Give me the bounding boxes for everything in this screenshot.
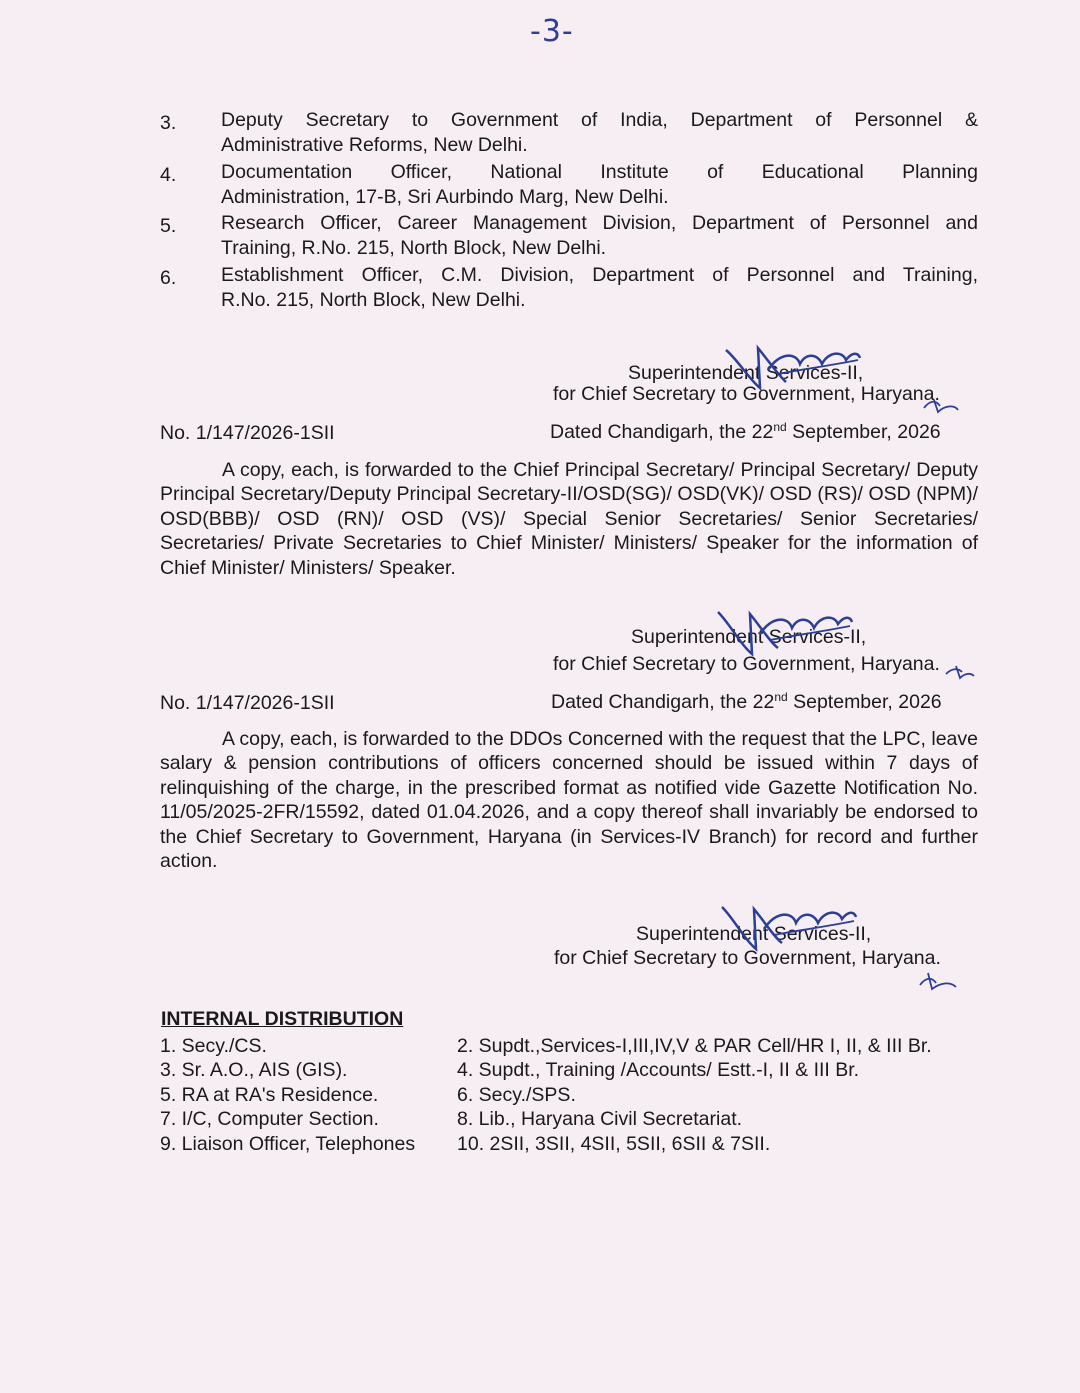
page-number: -3-: [530, 14, 574, 49]
list-item-number: 4.: [160, 163, 177, 186]
list-item-line: Administrative Reforms, New Delhi.: [221, 134, 528, 156]
addressee-list: [160, 108, 978, 314]
signature-designation: Superintendent Services-II,: [631, 626, 867, 648]
internal-distribution-list: [160, 1034, 990, 1156]
dated-line: Dated Chandigarh, the 22nd September, 2026: [551, 690, 942, 713]
list-item-line: Establishment Officer, C.M. Division, Department of Personnel and Training,: [221, 263, 978, 286]
list-item-line: Research Officer, Career Management Division, Department of Personnel and: [221, 212, 978, 234]
list-item-line: Documentation Officer, National Institute of Educational Planning: [221, 160, 978, 183]
reference-number: No. 1/147/2026-1SII: [160, 692, 335, 714]
list-item-line: Training, R.No. 215, North Block, New Delhi.: [221, 237, 607, 259]
list-item-line: Deputy Secretary to Government of India, Department of Personnel &: [221, 109, 978, 131]
list-item: 3. Sr. A.O., AIS (GIS). 4. Supdt., Training /Accounts/ Estt.-I, II & III Br.: [160, 1059, 860, 1082]
list-item-line: R.No. 215, North Block, New Delhi.: [221, 288, 526, 311]
internal-distribution-title: INTERNAL DISTRIBUTION: [161, 1008, 404, 1030]
forwarding-paragraph: A copy, each, is forwarded to the DDOs Concerned with the request that the LPC, leave salary & pension contributions of officers concerned should be issued within 7 days of relinquishing of the charge, in the prescribed format as notified vide Gazette Notification No. 11/05/2025-2FR/15592, dated 01.04.2026, and a copy thereof shall invariably be endorsed to the Chief Secretary to Government, Haryana (in Services-IV Branch) for record and further action.: [160, 728, 978, 873]
forwarding-paragraph: A copy, each, is forwarded to the Chief Principal Secretary/ Principal Secretary/ Deputy Principal Secretary/Deputy Principal Secretary-II/OSD(SG)/ OSD(VK)/ OSD (RS)/ OSD (NPM)/ OSD(BBB)/ OSD (RN)/ OSD (VS)/ Special Senior Secretaries/ Senior Secretaries/ Secretaries/ Private Secretaries to Chief Minister/ Ministers/ Speaker for the information of Chief Minister/ Ministers/ Speaker.: [160, 459, 978, 579]
handwritten-signature-icon: [718, 330, 978, 415]
list-item-number: 6.: [160, 266, 177, 289]
signature-for-line: for Chief Secretary to Government, Haryana.: [554, 947, 941, 969]
list-item: [160, 160, 978, 210]
reference-number: No. 1/147/2026-1SII: [160, 422, 335, 444]
list-item-number: 5.: [160, 215, 177, 237]
signature-designation: Superintendent Services-II,: [628, 362, 864, 384]
list-item: 9. Liaison Officer, Telephones 10. 2SII, 3SII, 4SII, 5SII, 6SII & 7SII.: [160, 1132, 771, 1155]
list-item: [160, 108, 978, 158]
list-item-line: Administration, 17-B, Sri Aurbindo Marg, New Delhi.: [221, 185, 669, 208]
list-item: 1. Secy./CS. 2. Supdt.,Services-I,III,IV,V & PAR Cell/HR I, II, & III Br.: [160, 1035, 932, 1057]
handwritten-signature-icon: [714, 895, 974, 995]
signature-for-line: for Chief Secretary to Government, Haryana.: [553, 653, 940, 675]
handwritten-signature-icon: [710, 598, 980, 683]
list-item: 7. I/C, Computer Section. 8. Lib., Haryana Civil Secretariat.: [160, 1108, 743, 1131]
list-item: [160, 263, 978, 313]
signature-for-line: for Chief Secretary to Government, Haryana.: [553, 383, 940, 405]
dated-line: Dated Chandigarh, the 22nd September, 2026: [550, 420, 941, 443]
signature-designation: Superintendent Services-II,: [636, 923, 872, 945]
list-item: 5. RA at RA's Residence. 6. Secy./SPS.: [160, 1083, 576, 1106]
list-item: [160, 211, 978, 261]
list-item-number: 3.: [160, 112, 177, 134]
